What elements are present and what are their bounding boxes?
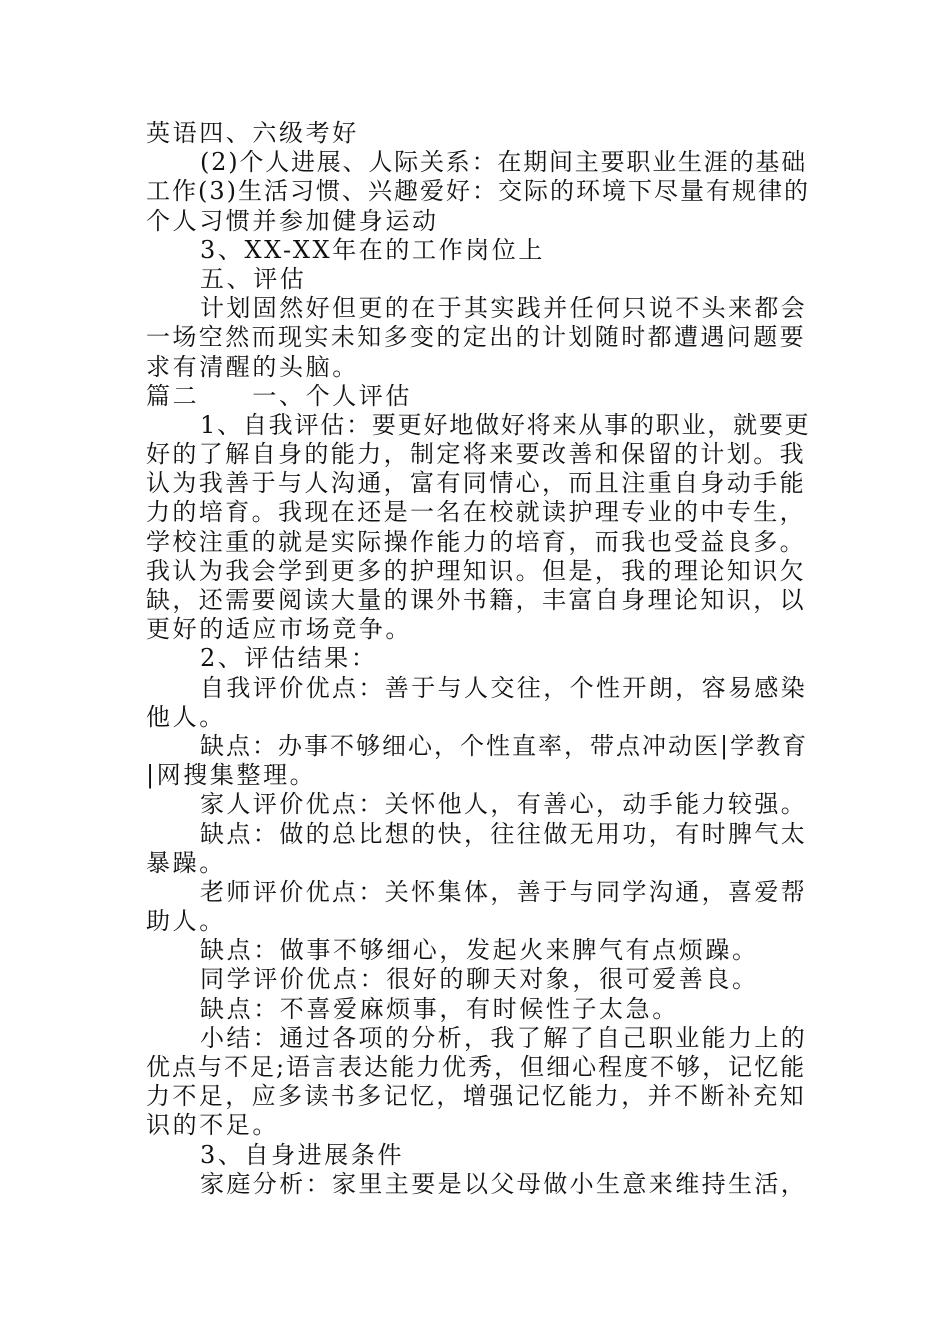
text-line: 工作(3)生活习惯、兴趣爱好：交际的环境下尽量有规律的 bbox=[146, 177, 810, 206]
text-line: 更好的适应市场竞争。 bbox=[146, 615, 412, 644]
text-line: 计划固然好但更的在于其实践并任何只说不头来都会 bbox=[200, 294, 808, 323]
text-line: 助人。 bbox=[146, 907, 226, 936]
text-line: 一场空然而现实未知多变的定出的计划随时都遭遇问题要 bbox=[146, 323, 806, 352]
text-line: 学校注重的就是实际操作能力的培育，而我也受益良多。 bbox=[146, 527, 806, 556]
text-line: 认为我善于与人沟通，富有同情心，而且注重自身动手能 bbox=[146, 469, 806, 498]
text-line: 家庭分析：家里主要是以父母做小生意来维持生活， bbox=[200, 1169, 808, 1198]
text-line: 1、自我评估：要更好地做好将来从事的职业，就要更 bbox=[200, 410, 811, 439]
text-line: 好的了解自身的能力，制定将来要改善和保留的计划。我 bbox=[146, 440, 806, 469]
text-line: 小结：通过各项的分析，我了解了自己职业能力上的 bbox=[200, 1023, 808, 1052]
text-line: 识的不足。 bbox=[146, 1111, 279, 1140]
text-line: 暴躁。 bbox=[146, 848, 226, 877]
text-line: 缺点：做的总比想的快，往往做无用功，有时脾气太 bbox=[200, 819, 808, 848]
text-line: 老师评价优点：关怀集体，善于与同学沟通，喜爱帮 bbox=[200, 877, 808, 906]
text-line: 力不足，应多读书多记忆，增强记忆能力，并不断补充知 bbox=[146, 1082, 806, 1111]
text-line: 力的培育。我现在还是一名在校就读护理专业的中专生， bbox=[146, 498, 806, 527]
subsection-heading: 3、自身进展条件 bbox=[200, 1140, 405, 1169]
section-heading: 五、评估 bbox=[200, 264, 307, 293]
text-line: |网搜集整理。 bbox=[146, 761, 317, 790]
text-line: 求有清醒的头脑。 bbox=[146, 352, 359, 381]
text-line: 我认为我会学到更多的护理知识。但是，我的理论知识欠 bbox=[146, 556, 806, 585]
text-line: 自我评价优点：善于与人交往，个性开朗，容易感染 bbox=[200, 673, 808, 702]
text-line: 缺点：做事不够细心，发起火来脾气有点烦躁。 bbox=[200, 936, 759, 965]
text-line: 同学评价优点：很好的聊天对象，很可爱善良。 bbox=[200, 965, 759, 994]
text-line: 他人。 bbox=[146, 702, 226, 731]
document-body bbox=[146, 119, 810, 1199]
text-line: 家人评价优点：关怀他人，有善心，动手能力较强。 bbox=[200, 790, 808, 819]
text-line: (2)个人进展、人际关系：在期间主要职业生涯的基础 bbox=[200, 148, 807, 177]
text-line: 英语四、六级考好 bbox=[146, 119, 359, 147]
text-line: 缺，还需要阅读大量的课外书籍，丰富自身理论知识，以 bbox=[146, 586, 806, 614]
text-line: 优点与不足;语言表达能力优秀，但细心程度不够，记忆能 bbox=[146, 1053, 807, 1081]
text-line: 3、XX-XX年在的工作岗位上 bbox=[200, 235, 546, 264]
section-heading: 篇二 一、个人评估 bbox=[146, 381, 412, 410]
text-line: 缺点：办事不够细心，个性直率，带点冲动医|学教育 bbox=[200, 731, 809, 760]
subsection-heading: 2、评估结果： bbox=[200, 644, 378, 673]
text-line: 缺点：不喜爱麻烦事，有时候性子太急。 bbox=[200, 994, 679, 1023]
text-line: 个人习惯并参加健身运动 bbox=[146, 206, 439, 235]
